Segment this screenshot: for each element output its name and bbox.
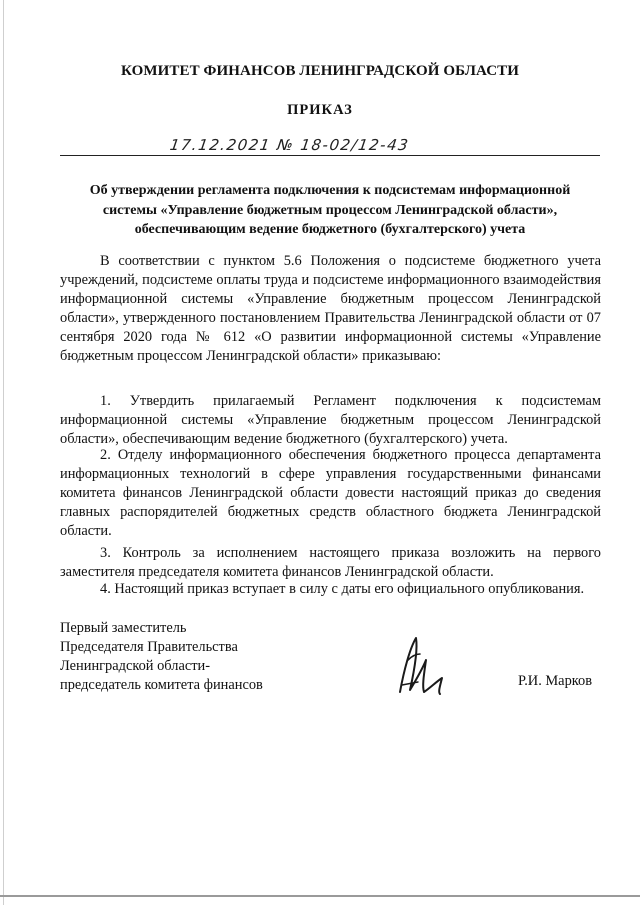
handwritten-signature bbox=[380, 630, 460, 700]
organization-title: КОМИТЕТ ФИНАНСОВ ЛЕНИНГРАДСКОЙ ОБЛАСТИ bbox=[120, 63, 520, 79]
item-3-paragraph: 3. Контроль за исполнением настоящего приказа возложить на первого заместителя председателя комитета финансов Ленинградской области. bbox=[60, 545, 601, 580]
preamble-paragraph: В соответствии с пунктом 5.6 Положения о подсистеме бюджетного учета учреждений, подсистеме оплаты труда и подсистеме информационного взаимодействия информационной системы «Управление бюджетным процессом Ленинградской области», утвержденного постановлением Правительства Ленинградской области от 07 сентября 2020 года № 612 «О развитии информационной системы «Управление бюджетным процессом Ленинградской области» приказываю: bbox=[60, 253, 601, 364]
subject-line: системы «Управление бюджетным процессом Ленинградской области», bbox=[102, 202, 558, 218]
order-subject bbox=[60, 181, 600, 240]
signatory-position bbox=[60, 619, 263, 695]
position-line: Ленинградской области- bbox=[60, 658, 210, 674]
registration-line bbox=[60, 136, 600, 158]
item-1-paragraph: 1. Утвердить прилагаемый Регламент подключения к подсистемам информационной системы «Управление бюджетным процессом Ленинградской области», обеспечивающим ведение бюджетного (бухгалтерского) учета. bbox=[60, 393, 601, 447]
position-line: Первый заместитель bbox=[60, 620, 187, 636]
document-type: ПРИКАЗ bbox=[287, 102, 353, 118]
signatory-name: Р.И. Марков bbox=[518, 673, 593, 689]
scan-left-edge bbox=[3, 0, 4, 905]
registration-underline bbox=[60, 155, 600, 156]
subject-line: Об утверждении регламента подключения к подсистемам информационной bbox=[89, 183, 571, 198]
position-line: Председателя Правительства bbox=[60, 639, 238, 655]
position-line: председатель комитета финансов bbox=[60, 677, 263, 693]
item-2-paragraph: 2. Отделу информационного обеспечения бюджетного процесса департамента информационных технологий в сфере управления государственными финансами комитета финансов Ленинградской области довести настоящий приказ до сведения главных распорядителей бюджетных средств областного бюджета Ленинградской области. bbox=[60, 447, 601, 539]
item-4-paragraph: 4. Настоящий приказ вступает в силу с даты его официального опубликования. bbox=[100, 581, 585, 597]
subject-line: обеспечивающим ведение бюджетного (бухгалтерского) учета bbox=[134, 222, 526, 237]
scan-bottom-edge bbox=[0, 895, 640, 897]
registration-number-handwritten: 17.12.2021 № 18-02/12-43 bbox=[168, 136, 411, 154]
